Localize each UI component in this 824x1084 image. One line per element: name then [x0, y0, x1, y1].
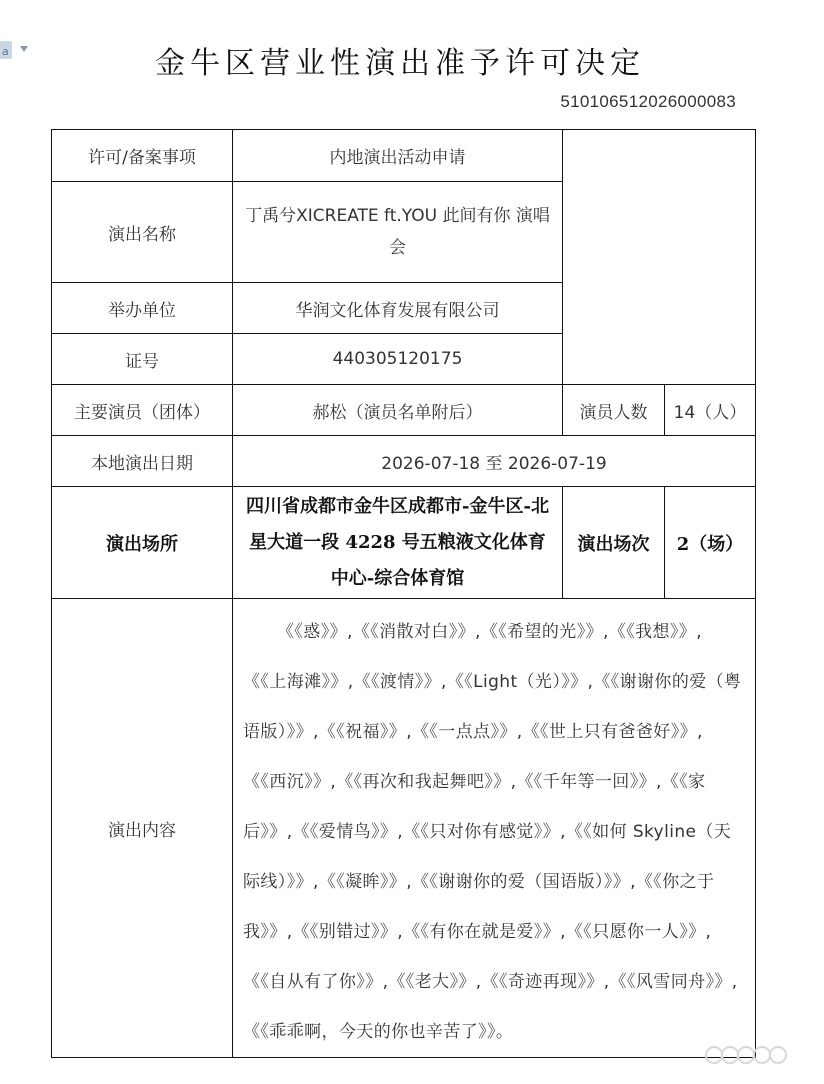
watermark-logo [704, 1042, 824, 1068]
item-value: 内地演出活动申请 [233, 130, 563, 182]
performers-value: 郝松（演员名单附后） [233, 385, 563, 436]
blank-cell [563, 130, 756, 385]
item-label: 许可/备案事项 [52, 130, 233, 182]
venue-label: 演出场所 [52, 487, 233, 599]
name-value: 丁禹兮XICREATE ft.YOU 此间有你 演唱会 [233, 182, 563, 283]
license-value: 440305120175 [233, 334, 563, 385]
count-value: 14（人） [665, 385, 756, 436]
date-label: 本地演出日期 [52, 436, 233, 487]
license-label: 证号 [52, 334, 233, 385]
table-row [52, 599, 756, 1058]
performers-label: 主要演员（团体） [52, 385, 233, 436]
content-value: 《《惑》》,《《消散对白》》,《《希望的光》》,《《我想》》,《《上海滩》》,《《渡情》》,《《Light（光）》》,《《谢谢你的爱（粤语版）》》,《《祝福》》,《《一点点》》,《《世上只有爸爸好》》,《《西沉》》,《《再次和我起舞吧》》,《《千年等一回》》,《《家后》》,《《爱情鸟》》,《《只对你有感觉》》,《《如何 Skyline（天际线）》》,《《凝眸》》,《《谢谢你的爱（国语版）》》,《《你之于我》》,《《别错过》》,《《有你在就是爱》》,《《只愿你一人》》,《《自从有了你》》,《《老大》》,《《奇迹再现》》,《《风雪同舟》》,《《乖乖啊，今天的你也辛苦了》》。 [233, 599, 756, 1058]
sessions-value: 2（场） [665, 487, 756, 599]
table-row [52, 385, 756, 436]
date-value: 2026-07-18 至 2026-07-19 [233, 436, 756, 487]
table-row [52, 436, 756, 487]
sessions-label: 演出场次 [563, 487, 665, 599]
content-label: 演出内容 [52, 599, 233, 1058]
svg-text:a: a [2, 45, 9, 58]
organizer-label: 举办单位 [52, 283, 233, 334]
venue-value: 四川省成都市金牛区成都市-金牛区-北星大道一段 4228 号五粮液文化体育中心-综合体育馆 [233, 487, 563, 599]
organizer-value: 华润文化体育发展有限公司 [233, 283, 563, 334]
name-label: 演出名称 [52, 182, 233, 283]
table-row [52, 487, 756, 599]
count-label: 演员人数 [563, 385, 665, 436]
permit-table [51, 129, 756, 1058]
page-title: 金牛区营业性演出准予许可决定 [155, 46, 645, 81]
table-row [52, 130, 756, 182]
document-number: 510106512026000083 [560, 92, 736, 111]
